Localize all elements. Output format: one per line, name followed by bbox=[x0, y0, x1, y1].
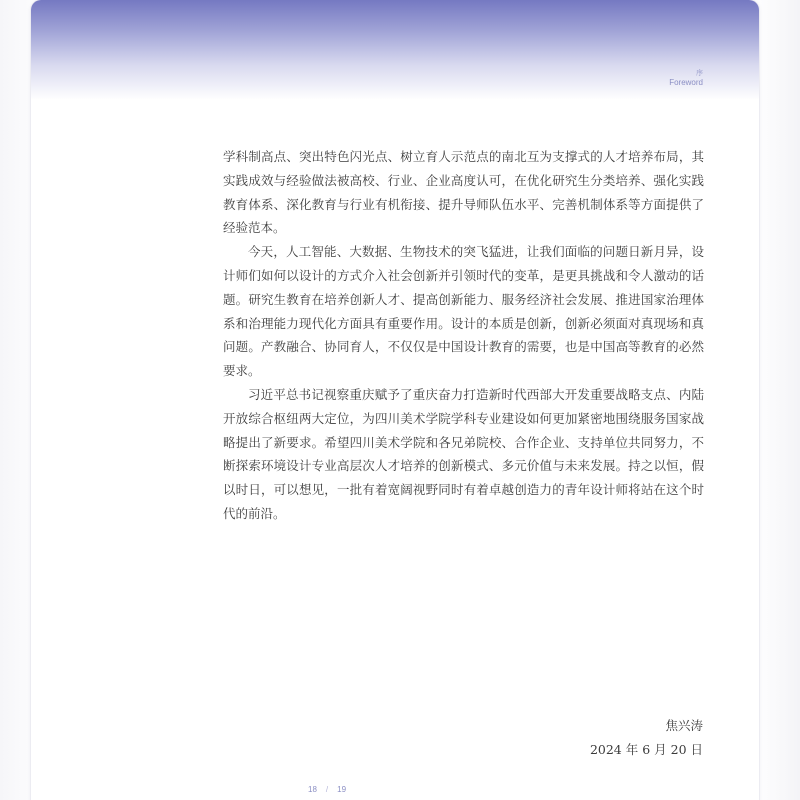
right-page-number: 19 bbox=[337, 785, 347, 794]
page-header-gradient bbox=[31, 0, 759, 100]
section-label-zh: 序 bbox=[696, 70, 703, 77]
document-page bbox=[31, 0, 759, 800]
signature-block bbox=[590, 714, 703, 762]
paragraph: 习近平总书记视察重庆赋予了重庆奋力打造新时代西部大开发重要战略支点、内陆开放综合枢纽两大定位，为四川美术学院学科专业建设如何更加紧密地围绕服务国家战略提出了新要求。希望四川美术学院和各兄弟院校、合作企业、支持单位共同努力，不断探索环境设计专业高层次人才培养的创新模式、多元价值与未来发展。持之以恒，假以时日，可以想见，一批有着宽阔视野同时有着卓越创造力的青年设计师将站在这个时代的前沿。 bbox=[223, 386, 704, 521]
page-number bbox=[308, 785, 346, 794]
author-name: 焦兴涛 bbox=[665, 718, 703, 733]
left-page-number: 18 bbox=[308, 785, 317, 794]
foreword-body bbox=[223, 145, 704, 526]
section-label bbox=[669, 69, 703, 87]
paragraph: 今天，人工智能、大数据、生物技术的突飞猛进，让我们面临的问题日新月异，设计师们如何以设计的方式介入社会创新并引领时代的变革，是更具挑战和令人激动的话题。研究生教育在培养创新人才、提高创新能力、服务经济社会发展、推进国家治理体系和治理能力现代化方面具有重要作用。设计的本质是创新，创新必须面对真现场和真问题。产教融合、协同育人，不仅仅是中国设计教育的需要，也是中国高等教育的必然要求。 bbox=[223, 244, 704, 379]
signature-date: 2024 年 6 月 20 日 bbox=[589, 742, 703, 757]
section-label-en: Foreword bbox=[669, 78, 703, 87]
paragraph: 学科制高点、突出特色闪光点、树立育人示范点的南北互为支撑式的人才培养布局，其实践成效与经验做法被高校、行业、企业高度认可，在优化研究生分类培养、强化实践教育体系、深化教育与行业有机衔接、提升导师队伍水平、完善机制体系等方面提供了经验范本。 bbox=[223, 149, 704, 236]
page-separator: / bbox=[325, 785, 329, 794]
